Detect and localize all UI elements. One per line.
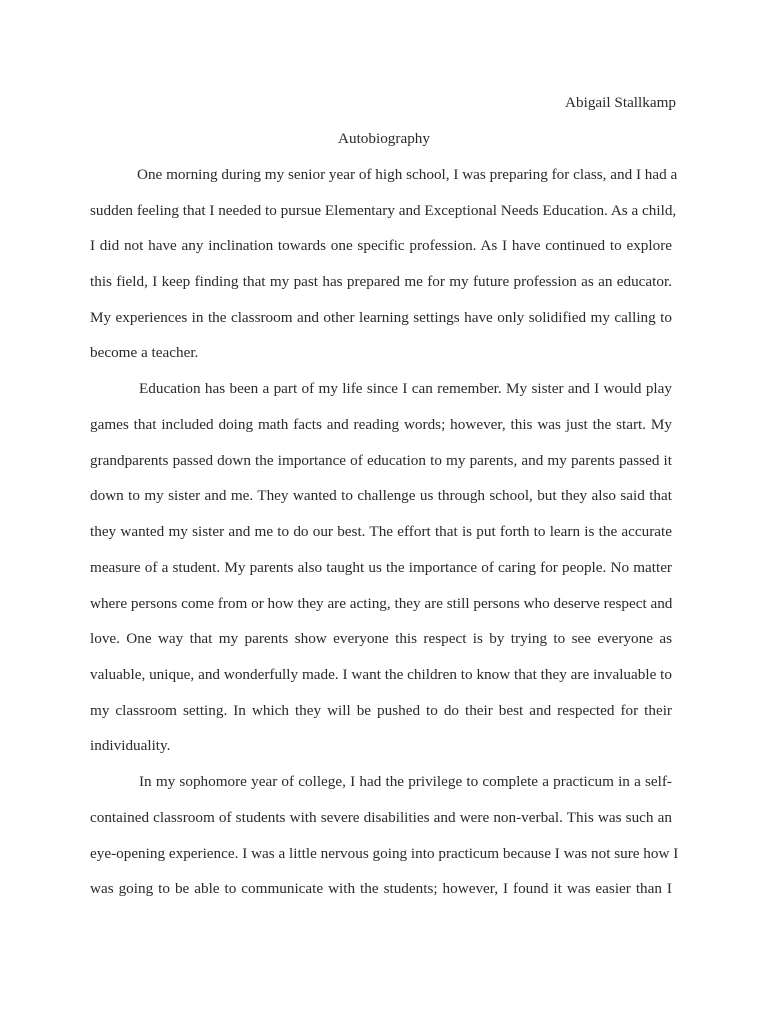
author-name: Abigail Stallkamp — [565, 94, 676, 111]
paragraph-1-line-4: this field, I keep finding that my past has prepared me for my future profession as an educator. — [90, 273, 672, 290]
paragraph-1-line-3: I did not have any inclination towards one specific profession. As I have continued to explore — [90, 237, 672, 254]
paragraph-2-line-3: grandparents passed down the importance of education to my parents, and my parents passed it — [90, 452, 672, 469]
paragraph-1-line-2: sudden feeling that I needed to pursue Elementary and Exceptional Needs Education. As a child, — [90, 202, 677, 219]
paragraph-2-line-5: they wanted my sister and me to do our best. The effort that is put forth to learn is the accurate — [90, 523, 672, 540]
paragraph-3-line-2: contained classroom of students with severe disabilities and were non-verbal. This was such an — [90, 809, 672, 826]
paragraph-1-line-1: One morning during my senior year of high school, I was preparing for class, and I had a — [137, 166, 678, 183]
paragraph-2-line-4: down to my sister and me. They wanted to challenge us through school, but they also said that — [90, 487, 672, 504]
paragraph-3-line-4: was going to be able to communicate with the students; however, I found it was easier than I — [90, 880, 672, 897]
paragraph-1-line-5: My experiences in the classroom and other learning settings have only solidified my calling to — [90, 309, 672, 326]
paragraph-3-line-3: eye-opening experience. I was a little nervous going into practicum because I was not sure how I — [90, 845, 679, 862]
paragraph-2-line-11: individuality. — [90, 737, 171, 754]
paragraph-2-line-9: valuable, unique, and wonderfully made. I want the children to know that they are invaluable to — [90, 666, 672, 683]
document-title: Autobiography — [338, 130, 430, 147]
paragraph-3-line-1: In my sophomore year of college, I had the privilege to complete a practicum in a self- — [139, 773, 672, 790]
paragraph-2-line-7: where persons come from or how they are acting, they are still persons who deserve respect and — [90, 595, 673, 612]
paragraph-2-line-10: my classroom setting. In which they will be pushed to do their best and respected for their — [90, 702, 672, 719]
paragraph-2-line-1: Education has been a part of my life since I can remember. My sister and I would play — [139, 380, 672, 397]
paragraph-2-line-2: games that included doing math facts and reading words; however, this was just the start. My — [90, 416, 672, 433]
paragraph-2-line-8: love. One way that my parents show everyone this respect is by trying to see everyone as — [90, 630, 672, 647]
paragraph-1-line-6: become a teacher. — [90, 344, 199, 361]
paragraph-2-line-6: measure of a student. My parents also taught us the importance of caring for people. No matter — [90, 559, 672, 576]
